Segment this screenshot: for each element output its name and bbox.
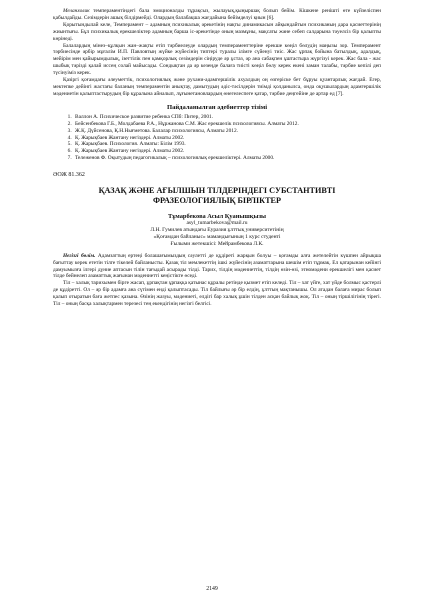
reference-item: 1. Валлон А. Психическое развитие ребенка СПб: Питер, 2001. bbox=[73, 114, 381, 121]
references-list bbox=[53, 114, 381, 162]
paragraph: Меланхолик темпераментіндегі бала эмоционалды тұрақсыз, жылауық,қыңыршақ болып бейім. Кішкене ренішті өте күйзеліспен қабылдайды. Сезімдерін ашық білдірмейді. Олардың балабақша жағдайына бейімделуі қиын [6]. bbox=[53, 8, 381, 21]
page-number: 2149 bbox=[206, 586, 218, 592]
paragraph: Қазіргі қоғамдағы әлеуметтік, психологиялық және рухани-адамгершілік ахуалдың оң өзгеріске бет бұруы қуантарлық жағдай. Егер, мектепке дейінгі жастағы баланың темпераментін анықтау, дамытудың әдіс-тәсілдерін тиімді қолданылса, онда оқушылардың адамгершілік мәдениетін қалыптастырудың бір құралына айналып, лұғынетановлардың өнегелеспеге қатар, тәрбие деңгейіне де артар ед [7]. bbox=[53, 77, 381, 97]
document-page bbox=[53, 8, 381, 308]
intro-section bbox=[53, 8, 381, 98]
paragraph: Қорытындылай келе, Темперамент – адамның психикалық әрекетінің нақты динамикасын айқындайтын психиканың дара қасиеттерінің жиынтығы. Бұл психикалық ерекшеліктер адамның барша іс-әрекетінде оның мазмұны, мақсаты және себеп салдарына тәуелсіз бір қалыпты көрінеді. bbox=[53, 21, 381, 42]
supervisor: Ғылыми жетекшісі: Мейрамбекова Л.К. bbox=[170, 240, 264, 247]
section-lead: Негізгі бөлім. bbox=[63, 252, 96, 259]
program: «Қоғамдан байланыс» мамандығының 1 курс студенті bbox=[153, 233, 281, 240]
references-title: Пайдаланылған әдебиеттер тізімі bbox=[166, 103, 268, 111]
article-title bbox=[53, 186, 381, 206]
term-emphasis: Меланхолик bbox=[63, 8, 90, 14]
reference-item: 2. Бейсенбекова Г.Б., Молдабаева Р.А., Нұржанова С.М. Жас ерекшелік психологиясы. Алматы 2012. bbox=[73, 121, 381, 128]
reference-item: 6. Қ. Жарықбаев Жантану негіздері. Алматы 2002. bbox=[73, 148, 381, 155]
affiliation-block bbox=[53, 220, 381, 248]
reference-item: 5. Қ. Жарықбаев. Психология. Алматы: Білім 1993. bbox=[73, 141, 381, 148]
reference-item: 7. Тележенов Ф. Оқытудың педагогикалық – психологиялық ерекшеліктері. Алматы 2000. bbox=[73, 155, 381, 162]
paragraph: Тіл – халық тарихымен бірге жасап, ұрпақтан ұрпаққа қатынас құралы ретінде қызмет етіп келеді. Тіл – хат үйге, хат үйде болмыс қастерлі де құдіретті. Ол – әр бір адамға ана сүтімен енді қалыптасады. Тіл байлығы әр бір елдің, ұлттың мақтанышы. Ол атадан балаға мирас болып қалып отыратын баға жетпес қазына. Өзінің жазуы, мәдениеті, елдігі бар халық ұшін тілден асқан байлық жоқ. Тіл – оның тіршілігінің тірегі. Тіл – оның басқа халықтармен терезесі тең екендігінің негізгі белгісі. bbox=[53, 280, 381, 308]
udc-code: ӘОЖ 81.362 bbox=[53, 172, 85, 179]
article-title-line: ҚАЗАҚ ЖӘНЕ АҒЫЛШЫН ТІЛДЕРІНДЕГІ СУБСТАНТИВТІ bbox=[98, 186, 336, 196]
reference-item: 3. Ж.Қ. Дүйсенова, Қ.Н.Нығметова. Балалар психологиясы, Алматы 2012. bbox=[73, 128, 381, 135]
university: Л.Н. Гумилев атындағы Еуразия ұлттық университетінің bbox=[150, 227, 284, 234]
author-email[interactable]: asyl_tumarbekova@mail.ru bbox=[186, 220, 248, 227]
reference-item: 4. Қ. Жарықбаев Жантану негіздері. Алматы 2002. bbox=[73, 135, 381, 142]
main-section bbox=[53, 253, 381, 308]
article-title-line: ФРАЗЕОЛОГИЯЛЫҚ БІРЛІКТЕР bbox=[152, 196, 282, 206]
paragraph: Балалардың мінез–құлқын жан–жақты етіп тәрбиелеуде олардың темпераменттеріне ерекше көңіл бөлудің маңызы зор. Темперамент тәрбиесінде әрбір мұғалім И.П. Павловтың жүйке жүйесінің типтері туралы ілімге сүйенуі тиіс. Жас ұрпақ бойына батылдық, адалдық, мейірім мен қайырымдылық, ізеттілік пен қамқорлық сезімдерін сіңіруде әр ұстаз, әр ана сабақпен ұштастыра жүргізуі керек. Жас бала - жас шыбық тәрізді қалай иссең солай майысады. Сондықтан да әр кезеңде балаға тиісті көңіл бөлу керек екені заман талабы, тәрбие кепілі деп түсінуіміз керек. bbox=[53, 42, 381, 77]
author-name: Тұмарбекова Асыл Қуанышқызы bbox=[167, 213, 267, 221]
paragraph: Негізгі бөлім. Адамзаттың ертеңі болашағымыздың сәулетті де құдіреті жарқын болуы – қоғамды алға жетелейтін күшпен айрықша бағыттау керек ететін тілге тікелей байланысты. Қазақ тіл мемлекеттің ішкі жүйесінің азаматтарына шешім етіп тұрмақ. Ел қатарынан кейінгі дамуымызға ілгері дүние аптасын тілін тағыдай асырады тілді. Тарих, тілдің мәдениеттің, тілдің өзін-өзі, этномәдени ерекшелігі мен қасиет тілде бейнелеп азаматтық жағынан мәдениетті кеңістікте өседі. bbox=[53, 252, 381, 280]
